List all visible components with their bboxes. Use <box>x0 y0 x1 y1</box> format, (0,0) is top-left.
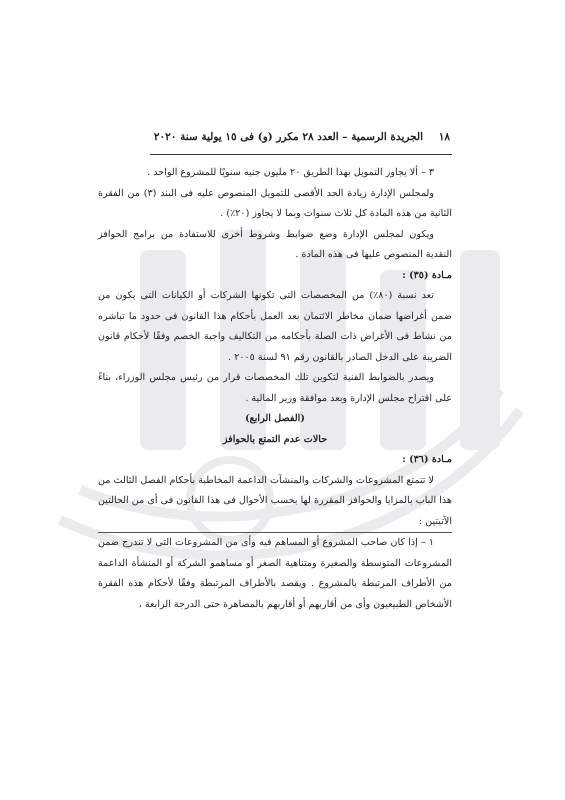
article-36-text: لا تتمتع المشروعات والشركات والمنشآت الداعمة المخاطبة بأحكام الفصل الثالث من هذا الباب بالمزايا والحوافز المقررة لها بحسب الأحوال فى هذا القانون فى أى من الحالتين الآتيتين : <box>98 471 452 534</box>
gazette-title: الجريدة الرسمية – العدد ٢٨ مكرر (و) فى ١٥ يولية سنة ٢٠٢٠ <box>153 131 424 143</box>
paragraph-max-funding: ولمجلس الإدارة زيادة الحد الأقصى للتمويل المنصوص عليه فى البند (٣) من الفقرة الثانية من هذه المادة كل ثلاث سنوات وبما لا يجاوز (٢٠٪) . <box>98 187 452 219</box>
article-35-heading: مـادة (٣٥) : <box>402 269 452 281</box>
page-header <box>150 131 450 143</box>
article-35-text: تعد نسبة (٨٠٪) من المخصصات التى تكونها الشركات أو الكيانات التى يكون من ضمن أغراضها ضمان مخاطر الائتمان بعد العمل بأحكام هذا القانون فى حدود ما تباشره من نشاط فى الأغراض ذات الصلة بأحكامه من التكاليف واجبة الخصم وفقًا لأحكام قانون الضريبة على الدخل الصادر بالقانون رقم ٩١ لسنة ٢٠٠٥ . <box>98 290 452 363</box>
header-divider <box>150 154 452 155</box>
document-body <box>98 163 452 615</box>
page-number: ١٨ <box>438 131 450 143</box>
paragraph-board-rules: ويكون لمجلس الإدارة وضع ضوابط وشروط أخرى للاستفادة من برامج الحوافز النقدية المنصوص عليها فى هذه المادة . <box>98 228 452 260</box>
paragraph-clause-3: ٣ – ألا يجاوز التمويل بهذا الطريق ٢٠ مليون جنيه سنويًا للمشروع الواحد . <box>147 167 434 178</box>
chapter-title: حالات عدم التمتع بالحوافز <box>222 433 328 445</box>
article-36-clause-1: ١ – إذا كان صاحب المشروع أو المساهم فيه وأى من المشروعات التى لا تندرج ضمن المشروعات المتوسطة والصغيرة ومتناهية الصغر أو مساهمو الشركة أو المنشأة الداعمة من الأطراف المرتبطة بالمشروع . ويقصد بالأطراف المرتبطة وفقًا لأحكام هذه الفقرة الأشخاص الطبيعيون وأى من أقاربهم أو أقاربهم بالمصاهرة حتى الدرجة الرابعة ، <box>98 537 452 610</box>
article-35-regulations: ويصدر بالضوابط الفنية لتكوين تلك المخصصات قرار من رئيس مجلس الوزراء، بناءً على اقتراح مجلس الإدارة وبعد موافقة وزير المالية . <box>98 372 452 404</box>
chapter-heading: (الفصل الرابع) <box>245 413 305 424</box>
article-36-heading: مـادة (٣٦) : <box>402 454 452 465</box>
